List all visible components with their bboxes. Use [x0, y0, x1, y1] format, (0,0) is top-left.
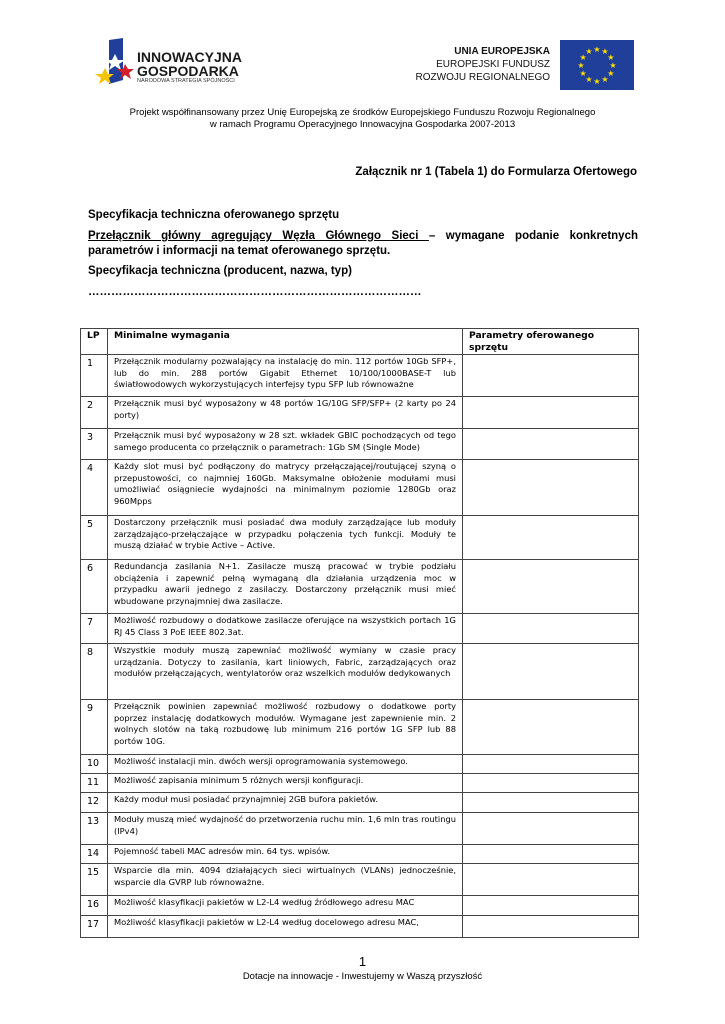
row-lp: 12 [81, 793, 108, 813]
table-row [81, 916, 639, 938]
logo-line1: INNOWACYJNA [137, 49, 243, 65]
eu-star-icon: ★ [607, 69, 615, 78]
row-requirement: Przełącznik musi być wyposażony w 28 szt. wkładek GBIC pochodzących od tego samego producenta co przełącznik o parametrach: 1Gb SM (Single Mode) [108, 429, 463, 460]
eu-star-icon: ★ [601, 74, 609, 84]
eu-star-icon: ★ [579, 69, 587, 78]
row-parameter-field[interactable] [463, 774, 639, 793]
row-requirement: Redundancja zasilania N+1. Zasilacze muszą pracować w trybie podziału obciążenia i zapewnić pełną wymaganą dla działania urządzenia moc w przypadku awarii jednego z zasilaczy. Dostarczony przełącznik musi mieć wbudowane przynajmniej dwa zasilacze. [108, 560, 463, 614]
row-lp: 16 [81, 896, 108, 916]
header-lp: LP [81, 329, 108, 355]
table-row [81, 793, 639, 813]
row-parameter-field[interactable] [463, 864, 639, 896]
row-lp: 10 [81, 755, 108, 774]
row-parameter-field[interactable] [463, 793, 639, 813]
eu-star-icon: ★ [585, 74, 593, 84]
row-requirement: Możliwość rozbudowy o dodatkowe zasilacze oferujące na wszystkich portach 1G RJ 45 Class 3 PoE IEEE 802.3at. [108, 614, 463, 644]
header-requirements: Minimalne wymagania [108, 329, 463, 355]
eu-star-icon: ★ [601, 47, 609, 57]
row-parameter-field[interactable] [463, 614, 639, 644]
row-lp: 17 [81, 916, 108, 938]
table-row [81, 700, 639, 755]
device-name: Przełącznik główny agregujący Węzła Głównego Sieci [88, 230, 429, 242]
table-row [81, 813, 639, 845]
row-requirement: Możliwość instalacji min. dwóch wersji oprogramowania systemowego. [108, 755, 463, 774]
table-row [81, 397, 639, 429]
logo-line2: GOSPODARKA [137, 63, 239, 79]
spec-producer-heading: Specyfikacja techniczna (producent, nazwa, typ) [88, 265, 352, 277]
row-lp: 7 [81, 614, 108, 644]
project-line1: Projekt współfinansowany przez Unię Europejską ze środków Europejskiego Funduszu Rozwoju Regionalnego [129, 107, 596, 118]
project-line2: w ramach Programu Operacyjnego Innowacyjna Gospodarka 2007-2013 [209, 119, 516, 130]
row-lp: 13 [81, 813, 108, 845]
table-row [81, 755, 639, 774]
row-parameter-field[interactable] [463, 516, 639, 560]
row-parameter-field[interactable] [463, 813, 639, 845]
row-lp: 14 [81, 845, 108, 864]
row-parameter-field[interactable] [463, 845, 639, 864]
row-lp: 6 [81, 560, 108, 614]
row-parameter-field[interactable] [463, 755, 639, 774]
row-parameter-field[interactable] [463, 916, 639, 938]
eu-line1: UNIA EUROPEJSKA [454, 46, 550, 57]
spec-heading: Specyfikacja techniczna oferowanego sprzętu [88, 209, 340, 221]
table-row [81, 614, 639, 644]
row-requirement: Wsparcie dla min. 4094 działających sieci wirtualnych (VLANs) jednocześnie, wsparcie dla GVRP lub równoważne. [108, 864, 463, 896]
eu-star-icon: ★ [579, 53, 587, 62]
page-number: 1 [358, 954, 367, 969]
row-lp: 8 [81, 644, 108, 700]
table-row [81, 429, 639, 460]
row-requirement: Pojemność tabeli MAC adresów min. 64 tys. wpisów. [108, 845, 463, 864]
table-row [81, 864, 639, 896]
logo-tagline: NARODOWA STRATEGIA SPÓJNOŚCI [137, 78, 235, 84]
row-requirement: Możliwość klasyfikacji pakietów w L2-L4 według docelowego adresu MAC, [108, 916, 463, 938]
eu-star-icon: ★ [607, 53, 615, 62]
table-row [81, 845, 639, 864]
eu-star-icon: ★ [609, 61, 617, 70]
device-description [88, 229, 638, 259]
row-lp: 4 [81, 460, 108, 516]
row-requirement: Każdy slot musi być podłączony do matrycy przełączającej/routującej szyną o przepustowości, co najmniej 160Gb. Maksymalne obłożenie modułami musi umożliwiać osiągniecie wydajności na minimalnym poziomie 1280Gb oraz 960Mpps [108, 460, 463, 516]
eu-star-icon: ★ [593, 77, 601, 86]
row-requirement: Moduły muszą mieć wydajność do przetworzenia ruchu min. 1,6 mln tras routingu (IPv4) [108, 813, 463, 845]
device-note: – wymagane podanie konkretnych parametrów i informacji na temat oferowanego sprzętu. [88, 230, 638, 257]
eu-line2: EUROPEJSKI FUNDUSZ [436, 59, 550, 70]
table-header-row [81, 329, 639, 355]
eu-star-icon: ★ [577, 61, 585, 70]
row-lp: 1 [81, 355, 108, 397]
row-lp: 3 [81, 429, 108, 460]
row-requirement: Dostarczony przełącznik musi posiadać dwa moduły zarządzające lub moduły zarządzająco-przełączające w przypadku połączenia tych funkcji. Moduły te muszą działać w trybie Active – Active. [108, 516, 463, 560]
row-requirement: Przełącznik modularny pozwalający na instalację do min. 112 portów 10Gb SFP+, lub do min. 288 portów Gigabit Ethernet 10/100/1000BASE-T lub światłowodowych wykorzystujących interfejsy typu SFP lub równoważne [108, 355, 463, 397]
row-lp: 2 [81, 397, 108, 429]
table-row [81, 516, 639, 560]
row-lp: 15 [81, 864, 108, 896]
row-parameter-field[interactable] [463, 560, 639, 614]
row-parameter-field[interactable] [463, 355, 639, 397]
row-parameter-field[interactable] [463, 896, 639, 916]
row-requirement: Wszystkie moduły muszą zapewniać możliwość wymiany w czasie pracy urządzania. Dotyczy to zasilania, kart liniowych, Fabric, zarządzających oraz modułów przełączających, wentylatorów oraz wszelkich modułów dedykowanych [108, 644, 463, 700]
row-requirement: Przełącznik musi być wyposażony w 48 portów 1G/10G SFP/SFP+ (2 karty po 24 porty) [108, 397, 463, 429]
table-row [81, 355, 639, 397]
project-funding-note [0, 107, 725, 131]
row-requirement: Możliwość klasyfikacji pakietów w L2-L4 według źródłowego adresu MAC [108, 896, 463, 916]
table-row [81, 644, 639, 700]
row-requirement: Przełącznik powinien zapewniać możliwość rozbudowy o dodatkowe porty poprzez instalację dodatkowych modułów. Wymagane jest zapewnienie min. 2 wolnych slotów na taką rozbudowę lub minimum 216 portów 1G SFP lub 88 portów 10G. [108, 700, 463, 755]
stars-emblem-icon [95, 38, 135, 90]
spec-table [80, 328, 639, 938]
eu-flag-icon [560, 40, 634, 90]
table-row [81, 460, 639, 516]
table-row [81, 896, 639, 916]
row-lp: 5 [81, 516, 108, 560]
eu-star-icon: ★ [585, 47, 593, 57]
eu-star-icon: ★ [593, 45, 601, 54]
row-parameter-field[interactable] [463, 397, 639, 429]
row-parameter-field[interactable] [463, 644, 639, 700]
header-parameters: Parametry oferowanego sprzętu [463, 329, 639, 355]
row-lp: 11 [81, 774, 108, 793]
row-requirement: Każdy moduł musi posiadać przynajmniej 2GB bufora pakietów. [108, 793, 463, 813]
table-row [81, 774, 639, 793]
row-lp: 9 [81, 700, 108, 755]
row-parameter-field[interactable] [463, 429, 639, 460]
annex-title: Załącznik nr 1 (Tabela 1) do Formularza Ofertowego [355, 166, 637, 178]
eu-logo-text [416, 45, 550, 84]
producer-fill-line: …………………………………………………………………………… [88, 286, 422, 298]
row-parameter-field[interactable] [463, 460, 639, 516]
footer-slogan: Dotacje na innowacje - Inwestujemy w Waszą przyszłość [242, 971, 483, 982]
row-parameter-field[interactable] [463, 700, 639, 755]
table-row [81, 560, 639, 614]
eu-line3: ROZWOJU REGIONALNEGO [415, 72, 550, 83]
row-requirement: Możliwość zapisania minimum 5 różnych wersji konfiguracji. [108, 774, 463, 793]
innowacyjna-gospodarka-logo [95, 38, 255, 90]
